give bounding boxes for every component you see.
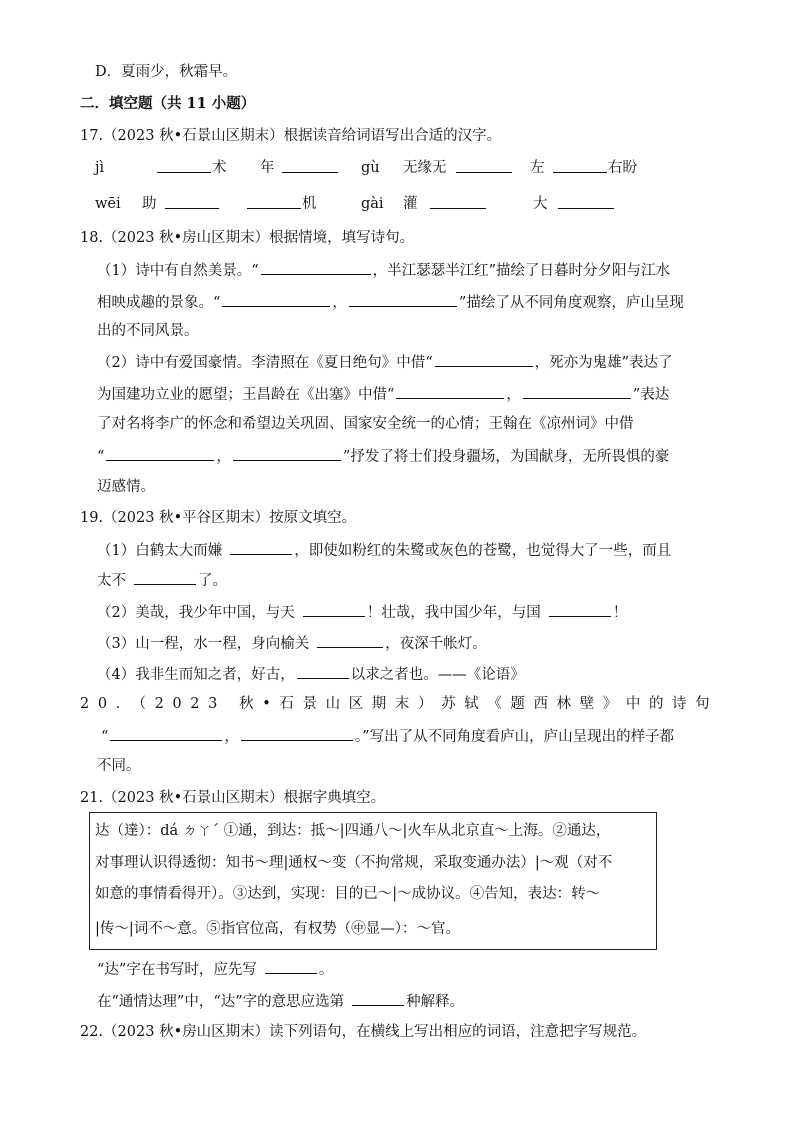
q18-line: 了对名将李广的怀念和希望边关巩固、国家安全统一的心情；王翰在《凉州词》中借 (97, 416, 634, 432)
blank[interactable] (230, 540, 292, 555)
q19-line (97, 602, 627, 623)
q19-text: （4）我非生而知之者，好古， (97, 667, 295, 683)
q18-line (97, 384, 669, 405)
q18-text: ， (332, 295, 347, 311)
q18-text: ”描绘了从不同角度观察，庐山呈现 (458, 295, 684, 311)
pinyin-ji: jì (95, 160, 105, 176)
q17-text: 灌 (403, 196, 418, 212)
q19-text: 以求之者也。——《论语》 (350, 667, 525, 683)
blank[interactable] (549, 602, 611, 617)
q18-line (97, 446, 669, 467)
blank[interactable] (428, 194, 488, 215)
q19-text: 了。 (198, 573, 227, 589)
blank[interactable] (454, 158, 514, 179)
q18-text: （1）诗中有自然美景。“ (97, 263, 259, 279)
option-d: D．夏雨少，秋霜早。 (95, 64, 238, 80)
q19-text: ！ (612, 605, 628, 621)
pinyin-wei: wēi (95, 196, 121, 212)
q19-text: ，夜深千帐灯。 (385, 636, 487, 652)
q17-text: 无缘无 (403, 160, 447, 176)
blank[interactable] (435, 352, 533, 367)
q17-text: 右盼 (608, 160, 637, 176)
blank[interactable] (523, 384, 631, 399)
q18-text: （2）诗中有爱国豪情。李清照在《夏日绝句》中借“ (97, 355, 433, 371)
q18-line (97, 292, 684, 313)
q18-text: 相映成趣的景象。“ (97, 295, 221, 311)
q19-text: （2）美哉，我少年中国，与天 (97, 605, 295, 621)
q19-text: ！壮哉，我中国少年，与国 (366, 605, 541, 621)
blank[interactable] (245, 194, 303, 215)
q19-text: 太不 (97, 573, 126, 589)
dictionary-box (89, 812, 657, 950)
dict-line: 达（達）：dá ㄉㄚˊ ①通，到达：抵～|四通八～|火车从北京直～上海。②通达， (95, 823, 611, 839)
blank[interactable] (163, 194, 221, 215)
q20-line (101, 726, 674, 747)
q17-text: 机 (302, 196, 317, 212)
blank[interactable] (265, 959, 317, 974)
q17-text: 年 (260, 160, 275, 176)
q19-line (97, 570, 227, 591)
q21-stem: 21.（2023 秋•石景山区期末）根据字典填空。 (80, 790, 386, 806)
q19-text: （1）白鹤太大而嫌 (97, 543, 223, 559)
q19-line (97, 633, 487, 654)
q21-text: 在“通情达理”中，“达”字的意思应选第 (97, 994, 345, 1010)
q18-text: ，死亦为鬼雄”表达了 (534, 355, 673, 371)
blank[interactable] (110, 726, 222, 741)
q18-line (97, 352, 673, 373)
q17-stem: 17.（2023 秋•石景山区期末）根据读音给词语写出合适的汉字。 (80, 128, 502, 144)
blank[interactable] (280, 158, 340, 179)
q21-text: “达”字在书写时，应先写 (97, 962, 257, 978)
q18-text: ”表达 (632, 387, 670, 403)
q17-text: 术 (212, 160, 227, 176)
blank[interactable] (349, 292, 457, 307)
q20-stem: 20．（2023 秋•石景山区期末）苏轼《题西林壁》中的诗句 (80, 696, 719, 712)
q21-text: 。 (318, 962, 334, 978)
blank[interactable] (396, 384, 504, 399)
blank[interactable] (352, 991, 404, 1006)
q21-question-b (97, 991, 464, 1012)
q17-text: 大 (533, 196, 548, 212)
q17-text: 助 (142, 196, 157, 212)
blank[interactable] (241, 726, 353, 741)
q18-text: ，半江瑟瑟半江红”描绘了日暮时分夕阳与江水 (372, 263, 671, 279)
blank[interactable] (303, 602, 365, 617)
q20-text: “ (101, 729, 109, 745)
q18-line: 出的不同风景。 (97, 323, 199, 339)
q18-text: ”抒发了将士们投身疆场，为国献身，无所畏惧的豪 (342, 449, 670, 465)
blank[interactable] (155, 158, 213, 179)
q18-text: ， (216, 449, 231, 465)
blank[interactable] (551, 158, 609, 179)
q18-line (97, 260, 670, 281)
dict-line: 如意的事情看得开）。③达到，实现：目的已～|～成协议。④告知，表达：转～ (95, 886, 601, 902)
q22-stem: 22.（2023 秋•房山区期末）读下列语句，在横线上写出相应的词语，注意把字写规范。 (80, 1024, 647, 1040)
q19-text: （3）山一程，水一程，身向榆关 (97, 636, 310, 652)
section-title: 二．填空题（共 11 小题） (80, 95, 256, 112)
q19-line (97, 664, 525, 685)
q17-text: 左 (530, 160, 545, 176)
q20-text: ， (224, 729, 239, 745)
blank[interactable] (106, 446, 214, 461)
blank[interactable] (261, 260, 371, 275)
blank[interactable] (134, 570, 196, 585)
blank[interactable] (556, 194, 616, 215)
blank[interactable] (317, 633, 383, 648)
q21-question-a (97, 959, 333, 980)
blank[interactable] (297, 664, 349, 679)
q18-text: ， (506, 387, 521, 403)
q19-stem: 19.（2023 秋•平谷区期末）按原文填空。 (80, 510, 357, 526)
q20-line: 不同。 (97, 758, 141, 774)
q18-text: 为国建功立业的愿望；王昌龄在《出塞》中借“ (97, 387, 395, 403)
dict-line: |传～|词不～意。⑤指官位高，有权势（㊥显—）：～官。 (95, 921, 461, 937)
pinyin-gai: gài (361, 196, 384, 212)
q18-stem: 18.（2023 秋•房山区期末）根据情境，填写诗句。 (80, 230, 415, 246)
dict-line: 对事理认识得透彻：知书～理|通权～变（不拘常规，采取变通办法）|～观（对不 (95, 855, 613, 871)
q21-text: 种解释。 (406, 994, 465, 1010)
q18-text: “ (97, 449, 105, 465)
pinyin-gu: gù (361, 160, 380, 176)
q20-text: 。”写出了从不同角度看庐山，庐山呈现出的样子都 (354, 729, 675, 745)
q19-line (97, 540, 671, 561)
blank[interactable] (233, 446, 341, 461)
q18-line: 迈感情。 (97, 479, 155, 495)
blank[interactable] (222, 292, 330, 307)
q19-text: ，即使如粉红的朱鹭或灰色的苍鹭，也觉得大了一些，而且 (294, 543, 672, 559)
